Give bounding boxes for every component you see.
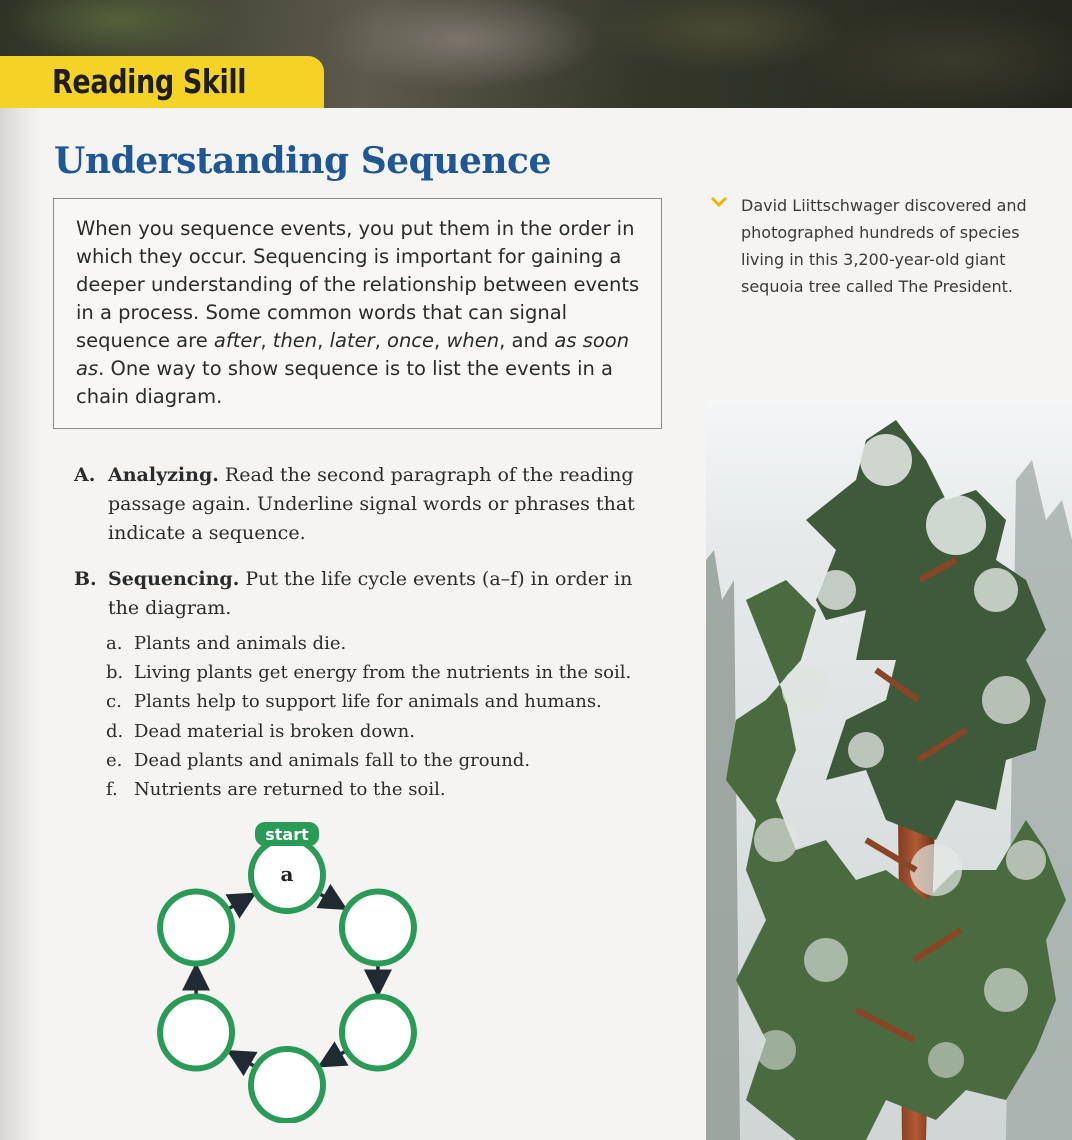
header-banner-photo: [0, 0, 1072, 108]
sequence-node-2[interactable]: [342, 892, 414, 964]
page-gutter-shadow: [0, 0, 40, 1140]
start-label[interactable]: start: [265, 825, 309, 844]
list-item: b. Living plants get energy from the nutrients in the soil.: [106, 662, 632, 684]
list-item: f. Nutrients are returned to the soil.: [106, 779, 446, 801]
section-label: Reading Skill: [52, 62, 247, 101]
activity-a: [74, 461, 654, 548]
activity-a-heading: Analyzing.: [108, 464, 219, 486]
activity-a-letter: A.: [74, 464, 96, 486]
intro-paragraph: When you sequence events, you put them in the order in which they occur. Sequencing is important for gaining a deeper understanding of the relationship between events in a process. Some common words that can signal sequence are after, then, later, once, when, and as soon as. One way to show sequence is to list the events in a chain diagram.: [76, 217, 640, 408]
list-item: d. Dead material is broken down.: [106, 720, 415, 742]
chevron-down-icon: [708, 192, 730, 214]
sequence-arrow-3: [323, 1052, 345, 1065]
sequence-node-6[interactable]: [160, 892, 232, 964]
list-item: c. Plants help to support life for animals and humans.: [106, 691, 602, 713]
activity-b: [74, 565, 654, 623]
caption-text: David Liittschwager discovered and photographed hundreds of species living in this 3,200-year-old giant sequoia tree called The President.: [741, 196, 1027, 296]
list-item: e. Dead plants and animals fall to the ground.: [106, 749, 531, 771]
activity-b-heading: Sequencing.: [108, 568, 240, 590]
section-tab: [0, 56, 324, 108]
photo-caption: [708, 192, 1048, 300]
event-list: [106, 629, 631, 804]
activity-a-text: Read the second paragraph of the reading passage again. Underline signal words or phrases that indicate a sequence.: [108, 464, 635, 544]
sequence-node-5[interactable]: [160, 997, 232, 1069]
activity-b-letter: B.: [74, 568, 97, 590]
list-item: a. Plants and animals die.: [106, 633, 347, 654]
activity-b-text: Put the life cycle events (a–f) in order in the diagram.: [108, 568, 633, 619]
sequence-arrow-4: [232, 1054, 254, 1067]
first-node-label: a: [280, 862, 294, 886]
page-title: Understanding Sequence: [54, 140, 551, 182]
sequence-chain-diagram: [140, 818, 430, 1123]
sequence-node-4[interactable]: [251, 1049, 323, 1121]
intro-box: [53, 198, 662, 429]
sequence-node-3[interactable]: [342, 997, 414, 1069]
sequence-arrow-1: [320, 894, 342, 907]
sequence-arrow-6: [229, 896, 251, 909]
sequoia-tree-photo: [706, 400, 1072, 1140]
